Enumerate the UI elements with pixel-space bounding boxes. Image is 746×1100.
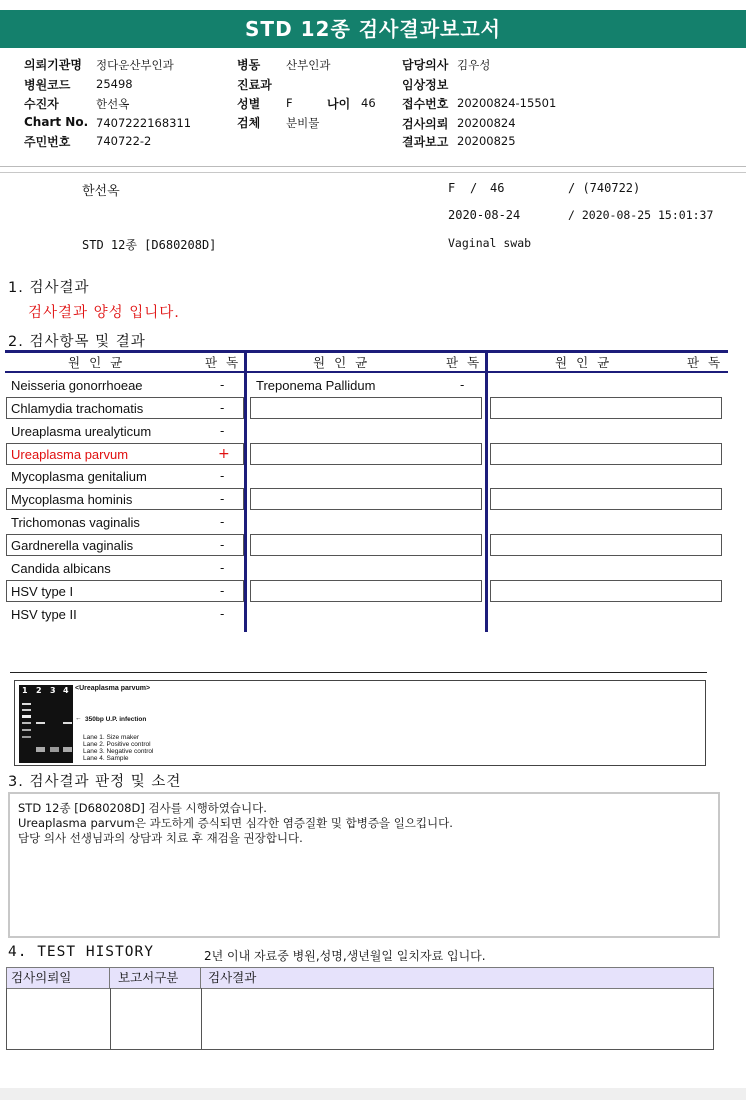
section4-title: 4. TEST HISTORY (8, 944, 154, 960)
findings-box (8, 792, 720, 938)
gel-lane-label: 4 (63, 686, 69, 695)
pathogen-result: - (220, 424, 225, 438)
row-box (250, 534, 482, 556)
gel-figure (14, 680, 706, 766)
section3-title: 3. 검사결과 판정 및 소견 (8, 774, 182, 790)
gel-band (63, 722, 72, 724)
row-box (490, 534, 722, 556)
pathogen-result: - (460, 378, 465, 392)
history-header-request-date: 검사의뢰일 (6, 967, 110, 989)
header-value-age: 46 (361, 96, 376, 110)
header-value-patient: 한선옥 (96, 97, 130, 111)
section2-title: 2. 검사항목 및 결과 (8, 334, 146, 350)
header-label-request-date: 검사의뢰 (402, 117, 449, 131)
header-label-clinical-info: 임상정보 (402, 78, 449, 92)
table-divider-1 (244, 350, 247, 632)
header-value-ward: 산부인과 (286, 58, 331, 72)
pathogen-name: Candida albicans (11, 561, 111, 576)
patient-test-code: STD 12종 [D680208D] (82, 238, 217, 252)
col1-header-result: 판독 (205, 355, 248, 370)
pathogen-name: Mycoplasma genitalium (11, 469, 147, 484)
history-body (6, 988, 714, 1050)
header-value-request-date: 20200824 (457, 116, 516, 130)
gel-title: <Ureaplasma parvum> (75, 685, 151, 692)
history-col-divider (201, 988, 202, 1049)
header-label-patient: 수진자 (24, 97, 59, 111)
gel-band (22, 715, 31, 718)
findings-line: 담당 의사 선생님과의 상담과 치료 후 재검을 권장합니다. (18, 831, 303, 845)
gel-band (22, 729, 31, 731)
col2-header-result: 판독 (446, 355, 489, 370)
header-label-age: 나이 (327, 97, 351, 111)
findings-line: Ureaplasma parvum은 과도하게 증식되면 심각한 염증질환 및 합병증을 일으킵니다. (18, 816, 453, 830)
row-box (490, 488, 722, 510)
gel-band (36, 747, 45, 752)
pathogen-result: - (220, 538, 225, 552)
gel-band (22, 736, 31, 738)
pathogen-name: Gardnerella vaginalis (11, 538, 134, 553)
row-box (250, 443, 482, 465)
patient-report-datetime: / 2020-08-25 15:01:37 (568, 208, 714, 222)
header-label-chart-no: Chart No. (24, 115, 89, 129)
pathogen-result: - (220, 584, 225, 598)
section1-title: 1. 검사결과 (8, 280, 90, 296)
header-value-institution: 정다운산부인과 (96, 58, 174, 72)
header-value-sex: F (286, 96, 293, 110)
pathogen-result: - (220, 561, 225, 575)
report-title: STD 12종 검사결과보고서 (0, 10, 746, 48)
pathogen-name: Treponema Pallidum (256, 378, 376, 393)
findings-line: STD 12종 [D680208D] 검사를 시행하였습니다. (18, 801, 267, 815)
header-value-specimen: 분비물 (286, 116, 320, 130)
header-label-sex: 성별 (237, 97, 261, 111)
col2-header-pathogen: 원인균 (313, 355, 377, 370)
row-box (250, 488, 482, 510)
gel-band (63, 747, 72, 752)
gel-band (50, 747, 59, 752)
gel-legend-item: Lane 1. Size maker (83, 734, 140, 741)
header-label-receipt-no: 접수번호 (402, 97, 449, 111)
gel-lane-label: 1 (22, 686, 28, 695)
gel-arrow-icon: ← (75, 715, 82, 722)
header-label-institution: 의뢰기관명 (24, 58, 82, 72)
pathogen-name: HSV type I (11, 584, 74, 599)
gel-lane-label: 2 (36, 686, 42, 695)
pathogen-name: Trichomonas vaginalis (11, 515, 140, 530)
table-divider-2 (485, 350, 488, 632)
patient-sex: F (448, 181, 456, 195)
pathogen-name: HSV type II (11, 607, 77, 622)
pathogen-name: Chlamydia trachomatis (11, 401, 144, 416)
header-label-resident-no: 주민번호 (24, 135, 71, 149)
col1-header-pathogen: 원인균 (68, 355, 132, 370)
header-separator (0, 172, 746, 173)
gel-legend-item: Lane 4. Sample (83, 755, 129, 762)
header-label-specimen: 검체 (237, 116, 261, 130)
section1-result: 검사결과 양성 입니다. (28, 305, 180, 321)
patient-age: 46 (490, 181, 505, 195)
pathogen-result: - (220, 378, 225, 392)
pathogen-result: - (220, 515, 225, 529)
header-label-doctor: 담당의사 (402, 58, 449, 72)
history-header-result: 검사결과 (200, 967, 714, 989)
section4-note: 2년 이내 자료중 병원,성명,생년월일 일치자료 입니다. (204, 949, 486, 963)
patient-name: 한선옥 (82, 184, 120, 199)
col3-header-result: 판독 (687, 355, 730, 370)
header-value-hospital-code: 25498 (96, 77, 133, 91)
pathogen-result: - (220, 469, 225, 483)
patient-birth: / (740722) (568, 181, 641, 195)
pathogen-result: - (220, 401, 225, 415)
gel-image (19, 685, 73, 763)
pathogen-result-positive: + (218, 446, 230, 462)
header-label-ward: 병동 (237, 58, 261, 72)
patient-request-date: 2020-08-24 (448, 208, 521, 222)
header-value-receipt-no: 20200824-15501 (457, 96, 557, 110)
gel-band (36, 722, 45, 724)
pathogen-name: Mycoplasma hominis (11, 492, 133, 507)
col3-header-pathogen: 원인균 (555, 355, 619, 370)
gel-band (22, 703, 31, 705)
header-label-hospital-code: 병원코드 (24, 78, 71, 92)
pathogen-name: Neisseria gonorrhoeae (11, 378, 143, 393)
gel-legend-item: Lane 2. Positive control (83, 741, 151, 748)
row-box (490, 443, 722, 465)
history-col-divider (110, 988, 111, 1049)
gel-band-label: 350bp U.P. infection (85, 716, 147, 723)
pathogen-result: - (220, 607, 225, 621)
header-value-resident-no: 740722-2 (96, 134, 152, 148)
gel-lane-label: 3 (50, 686, 56, 695)
header-label-report-date: 결과보고 (402, 135, 449, 149)
report-header (0, 48, 746, 167)
header-value-doctor: 김우성 (457, 58, 491, 72)
page-footer-strip (0, 1088, 746, 1100)
header-value-chart-no: 7407222168311 (96, 116, 192, 130)
header-label-department: 진료과 (237, 78, 272, 92)
header-value-report-date: 20200825 (457, 134, 516, 148)
patient-slash: / (470, 181, 478, 195)
history-header-report-type: 보고서구분 (109, 967, 201, 989)
pathogen-name-positive: Ureaplasma parvum (11, 447, 129, 462)
row-box (490, 397, 722, 419)
row-box (250, 580, 482, 602)
gel-band (22, 722, 31, 724)
gel-top-rule (10, 672, 707, 673)
gel-legend-item: Lane 3. Negative control (83, 748, 154, 755)
pathogen-name: Ureaplasma urealyticum (11, 424, 152, 439)
table-header-rule (5, 371, 728, 373)
pathogen-result: - (220, 492, 225, 506)
row-box (490, 580, 722, 602)
row-box (250, 397, 482, 419)
patient-specimen: Vaginal swab (448, 236, 532, 250)
gel-band (22, 709, 31, 711)
